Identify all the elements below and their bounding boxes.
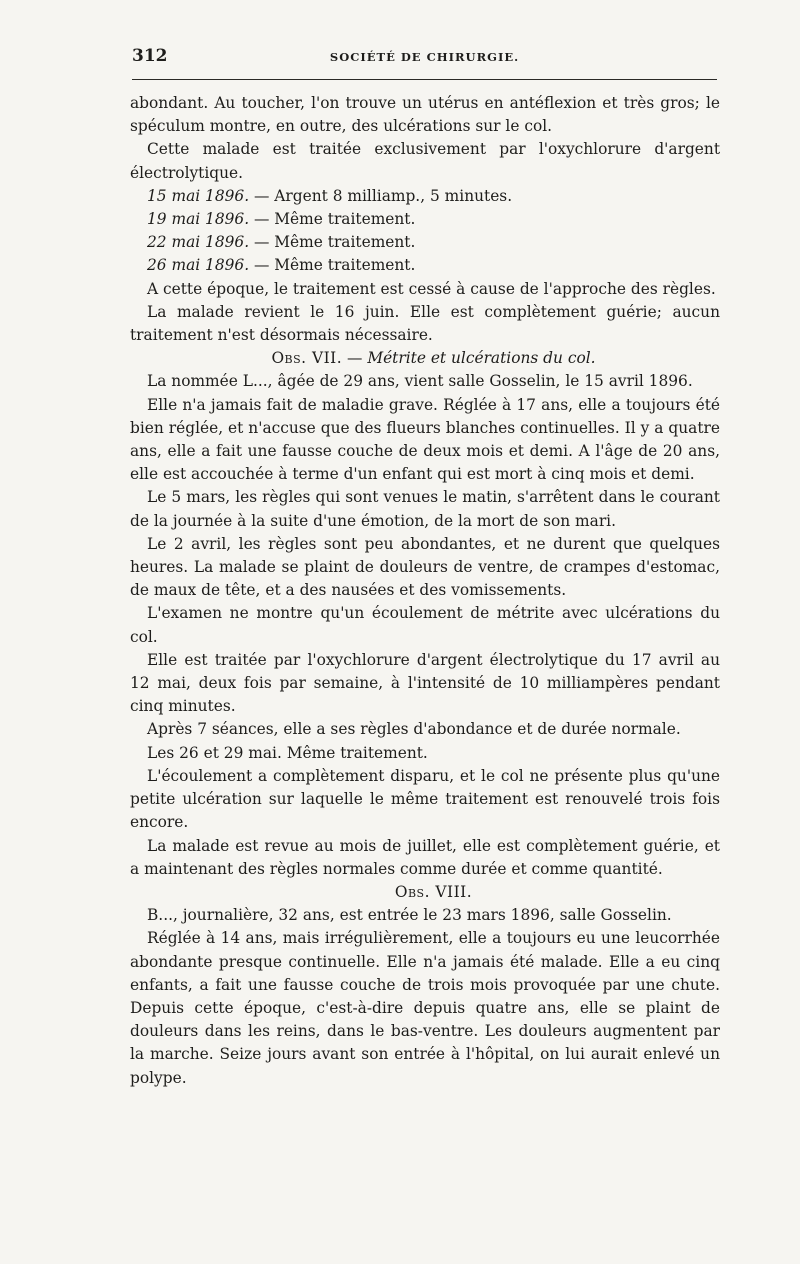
treatment-entry: [130, 185, 720, 208]
observation-label: Obs. VII.: [271, 349, 343, 368]
heading-dash: —: [342, 349, 368, 368]
paragraph: Elle n'a jamais fait de maladie grave. Réglée à 17 ans, elle a toujours été bien réglée, et n'accuse que des flueurs blanches continuelles. Il y a quatre ans, elle a fait une fausse couche de deux mois et demi. A l'âge de 20 ans, elle est accouchée à terme d'un enfant qui est mort à cinq mois et demi.: [130, 395, 720, 484]
observation-label: Obs. VIII.: [394, 882, 473, 901]
paragraph: B..., journalière, 32 ans, est entrée le 23 mars 1896, salle Gosselin.: [147, 906, 672, 925]
treatment-text: — Même traitement.: [249, 233, 416, 252]
paragraph: Cette malade est traitée exclusivement par l'oxychlorure d'argent électrolytique.: [130, 140, 720, 182]
treatment-entry: [130, 254, 720, 277]
paragraph: Les 26 et 29 mai. Même traitement.: [147, 743, 428, 762]
paragraph: L'écoulement a complètement disparu, et le col ne présente plus qu'une petite ulcération sur laquelle le même traitement est renouvelé trois fois encore.: [130, 766, 720, 832]
observation-title: Métrite et ulcérations du col.: [367, 349, 596, 368]
observation-heading-vii: [130, 347, 720, 370]
treatment-entry: [130, 208, 720, 231]
page-header: [132, 42, 717, 72]
treatment-date: 22 mai 1896.: [147, 233, 250, 252]
paragraph: La nommée L..., âgée de 29 ans, vient salle Gosselin, le 15 avril 1896.: [147, 372, 693, 391]
paragraph: Le 2 avril, les règles sont peu abondantes, et ne durent que quelques heures. La malade se plaint de douleurs de ventre, de crampes d'estomac, de maux de tête, et a des nausées et des vomissements.: [130, 534, 720, 600]
header-rule: [132, 79, 717, 80]
paragraph: abondant. Au toucher, l'on trouve un utérus en antéflexion et très gros; le spéculum montre, en outre, des ulcérations sur le col.: [130, 94, 720, 136]
paragraph: La malade est revue au mois de juillet, elle est complètement guérie, et a maintenant des règles normales comme durée et comme quantité.: [130, 836, 720, 878]
treatment-date: 19 mai 1896.: [147, 210, 250, 229]
observation-heading-viii: [130, 881, 720, 904]
paragraph: Après 7 séances, elle a ses règles d'abondance et de durée normale.: [147, 720, 681, 739]
treatment-date: 15 mai 1896.: [147, 186, 250, 205]
paragraph: Le 5 mars, les règles qui sont venues le matin, s'arrêtent dans le courant de la journée à la suite d'une émotion, de la mort de son mari.: [130, 488, 720, 530]
page-number: 312: [132, 46, 168, 66]
treatment-entry: [130, 231, 720, 254]
treatment-text: — Argent 8 milliamp., 5 minutes.: [249, 186, 513, 205]
paragraph: Elle est traitée par l'oxychlorure d'argent électrolytique du 17 avril au 12 mai, deux fois par semaine, à l'intensité de 10 milliampères pendant cinq minutes.: [130, 650, 720, 716]
treatment-text: — Même traitement.: [249, 210, 416, 229]
body-text: [130, 92, 720, 1090]
treatment-date: 26 mai 1896.: [147, 256, 250, 275]
treatment-text: — Même traitement.: [249, 256, 416, 275]
paragraph: Réglée à 14 ans, mais irrégulièrement, elle a toujours eu une leucorrhée abondante presque continuelle. Elle n'a jamais été malade. Elle a eu cinq enfants, a fait une fausse couche de trois mois provoquée par une chute. Depuis cette époque, c'est-à-dire depuis quatre ans, elle se plaint de douleurs dans les reins, dans le bas-ventre. Les douleurs augmentent par la marche. Seize jours avant son entrée à l'hôpital, on lui aurait enlevé un polype.: [130, 929, 720, 1087]
paragraph: A cette époque, le traitement est cessé à cause de l'approche des règles.: [147, 279, 716, 298]
paragraph: L'examen ne montre qu'un écoulement de métrite avec ulcérations du col.: [130, 604, 720, 646]
running-title: SOCIÉTÉ DE CHIRURGIE.: [329, 50, 520, 64]
paragraph: La malade revient le 16 juin. Elle est complètement guérie; aucun traitement n'est désormais nécessaire.: [130, 302, 720, 345]
